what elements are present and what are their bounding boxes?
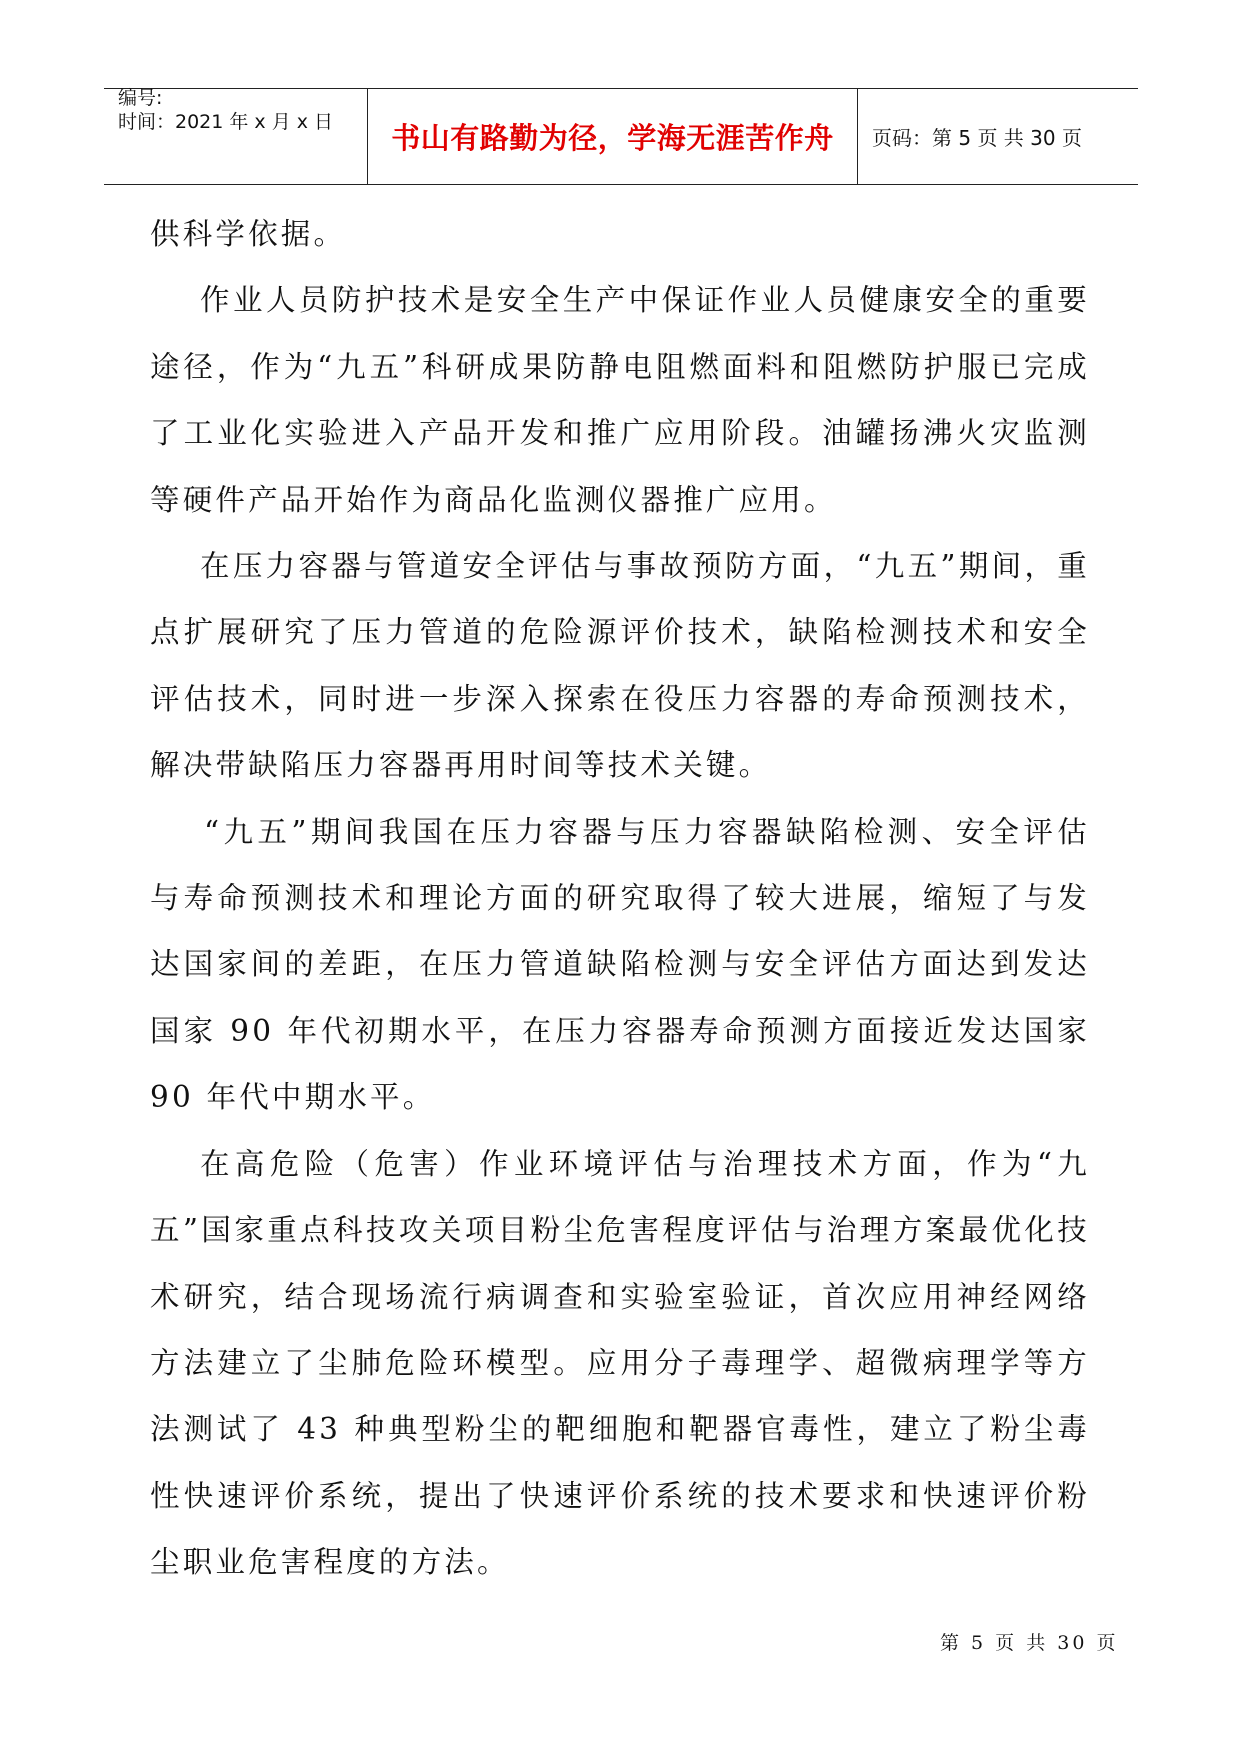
header-meta-cell <box>104 89 368 184</box>
page-footer: 第 5 页 共 30 页 <box>940 1632 1119 1654</box>
document-number-label: 编号: <box>118 87 163 109</box>
paragraph-dust-hazard: 在高危险（危害）作业环境评估与治理技术方面，作为“九五”国家重点科技攻关项目粉尘危害程度评估与治理方案最优化技术研究，结合现场流行病调查和实验室验证，首次应用神经网络方法建立了尘肺危险环模型。应用分子毒理学、超微病理学等方法测试了 43 种典型粉尘的靶细胞和靶器官毒性，建立了粉尘毒性快速评价系统，提出了快速评价系统的技术要求和快速评价粉尘职业危害程度的方法。 <box>150 1146 1090 1580</box>
document-body <box>150 201 1103 1596</box>
paragraph-pressure-vessel: 在压力容器与管道安全评估与事故预防方面，“九五”期间，重点扩展研究了压力管道的危险源评价技术，缺陷检测技术和安全评估技术，同时进一步深入探索在役压力容器的寿命预测技术，解决带缺陷压力容器再用时间等技术关键。 <box>150 549 1090 783</box>
header-motto: 书山有路勤为径，学海无涯苦作舟 <box>391 121 834 155</box>
paragraph-protection-tech: 作业人员防护技术是安全生产中保证作业人员健康安全的重要途径，作为“九五”科研成果防静电阻燃面料和阻燃防护服已完成了工业化实验进入产品开发和推广应用阶段。油罐扬沸火灾监测等硬件产品开始作为商品化监测仪器推广应用。 <box>150 283 1090 517</box>
document-time-label: 时间：2021 年 x 月 x 日 <box>118 111 334 133</box>
header-page-cell <box>858 89 1138 184</box>
header-page-code: 页码：第 5 页 共 30 页 <box>872 126 1082 150</box>
header-motto-cell <box>368 89 858 184</box>
paragraph-continuation: 供科学依据。 <box>150 217 347 251</box>
paragraph-progress: “九五”期间我国在压力容器与压力容器缺陷检测、安全评估与寿命预测技术和理论方面的研究取得了较大进展，缩短了与发达国家间的差距，在压力管道缺陷检测与安全评估方面达到发达国家 90 年代初期水平，在压力容器寿命预测方面接近发达国家 90 年代中期水平。 <box>150 814 1103 1115</box>
page-header <box>104 88 1138 185</box>
